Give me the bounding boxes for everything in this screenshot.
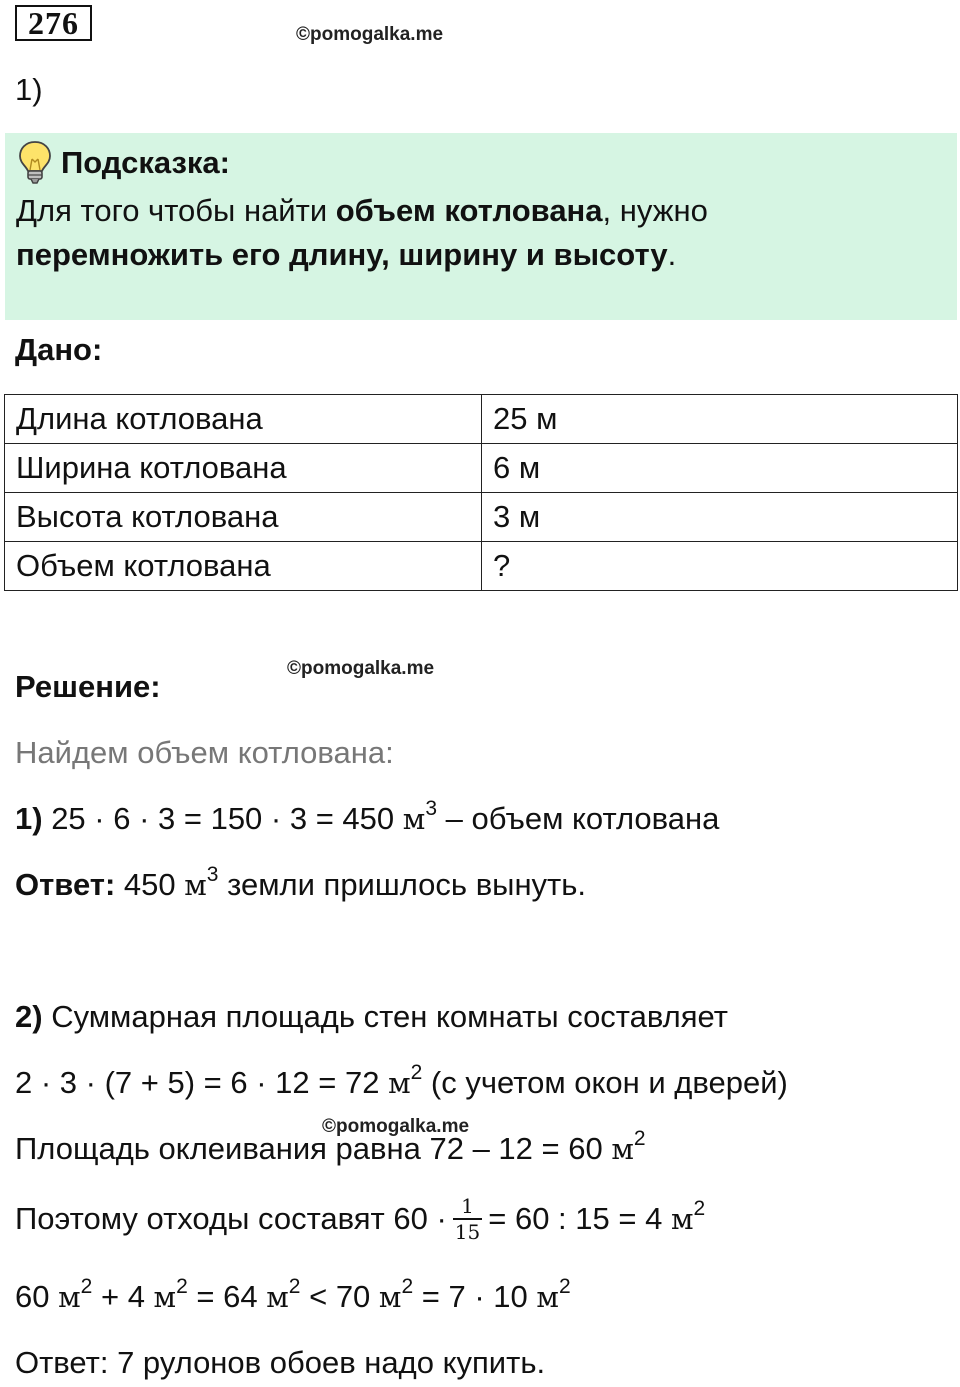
solution-title: Решение: — [15, 669, 161, 704]
part2-line-4: Поэтому отходы составят 60 · $\frac{1}{15}$ = 60 : 15 = 4 $м^2$ — [15, 1194, 706, 1244]
table-row — [5, 542, 958, 591]
solution-step-1: 1) 25 · 6 · 3 = 150 · 3 = 450 $м^3$ – объем котлована — [15, 796, 720, 836]
table-cell-label: Ширина котлована — [5, 444, 482, 493]
table-cell-label: Длина котлована — [5, 395, 482, 444]
table-row — [5, 493, 958, 542]
given-title: Дано: — [15, 332, 103, 367]
table-row — [5, 395, 958, 444]
part2-line-1: 2) Суммарная площадь стен комнаты составляет — [15, 999, 728, 1034]
part2-line-5: 60 $м^2 + 4$ $м^2 = 64$ $м^2 < 70$ $м^2 = 7 \cdot 10$ $м^2$ — [15, 1274, 571, 1314]
hint-line-1: Для того чтобы найти объем котлована, нужно — [16, 193, 708, 228]
part2-answer: Ответ: 7 рулонов обоев надо купить. — [15, 1345, 546, 1380]
lightbulb-icon — [17, 139, 53, 185]
table-cell-label: Объем котлована — [5, 542, 482, 591]
watermark: ©pomogalka.me — [322, 1116, 470, 1137]
fraction: $\frac{1}{15}$ — [454, 1194, 481, 1244]
table-cell-value: 3 м — [482, 493, 958, 542]
hint-box — [5, 133, 957, 320]
part2-line-2: 2 · 3 · (7 + 5) = 6 · 12 = 72 $м^2$ (с учетом окон и дверей) — [15, 1060, 788, 1100]
part2-line-3: Площадь оклеивания равна 72 – 12 = 60 $м^2$ — [15, 1126, 646, 1166]
hint-title: Подсказка: — [61, 145, 230, 180]
watermark: ©pomogalka.me — [296, 24, 444, 45]
table-row — [5, 444, 958, 493]
table-cell-value: 6 м — [482, 444, 958, 493]
table-cell-value: ? — [482, 542, 958, 591]
table-cell-value: 25 м — [482, 395, 958, 444]
part1-label: 1) — [15, 72, 43, 107]
solution-answer: Ответ: 450 $м^3$ земли пришлось вынуть. — [15, 862, 587, 902]
hint-line-2: перемножить его длину, ширину и высоту. — [16, 237, 677, 272]
table-cell-label: Высота котлована — [5, 493, 482, 542]
watermark: ©pomogalka.me — [287, 658, 435, 679]
task-number: 276 — [15, 5, 92, 41]
solution-intro: Найдем объем котлована: — [15, 735, 394, 770]
given-table — [4, 394, 958, 591]
